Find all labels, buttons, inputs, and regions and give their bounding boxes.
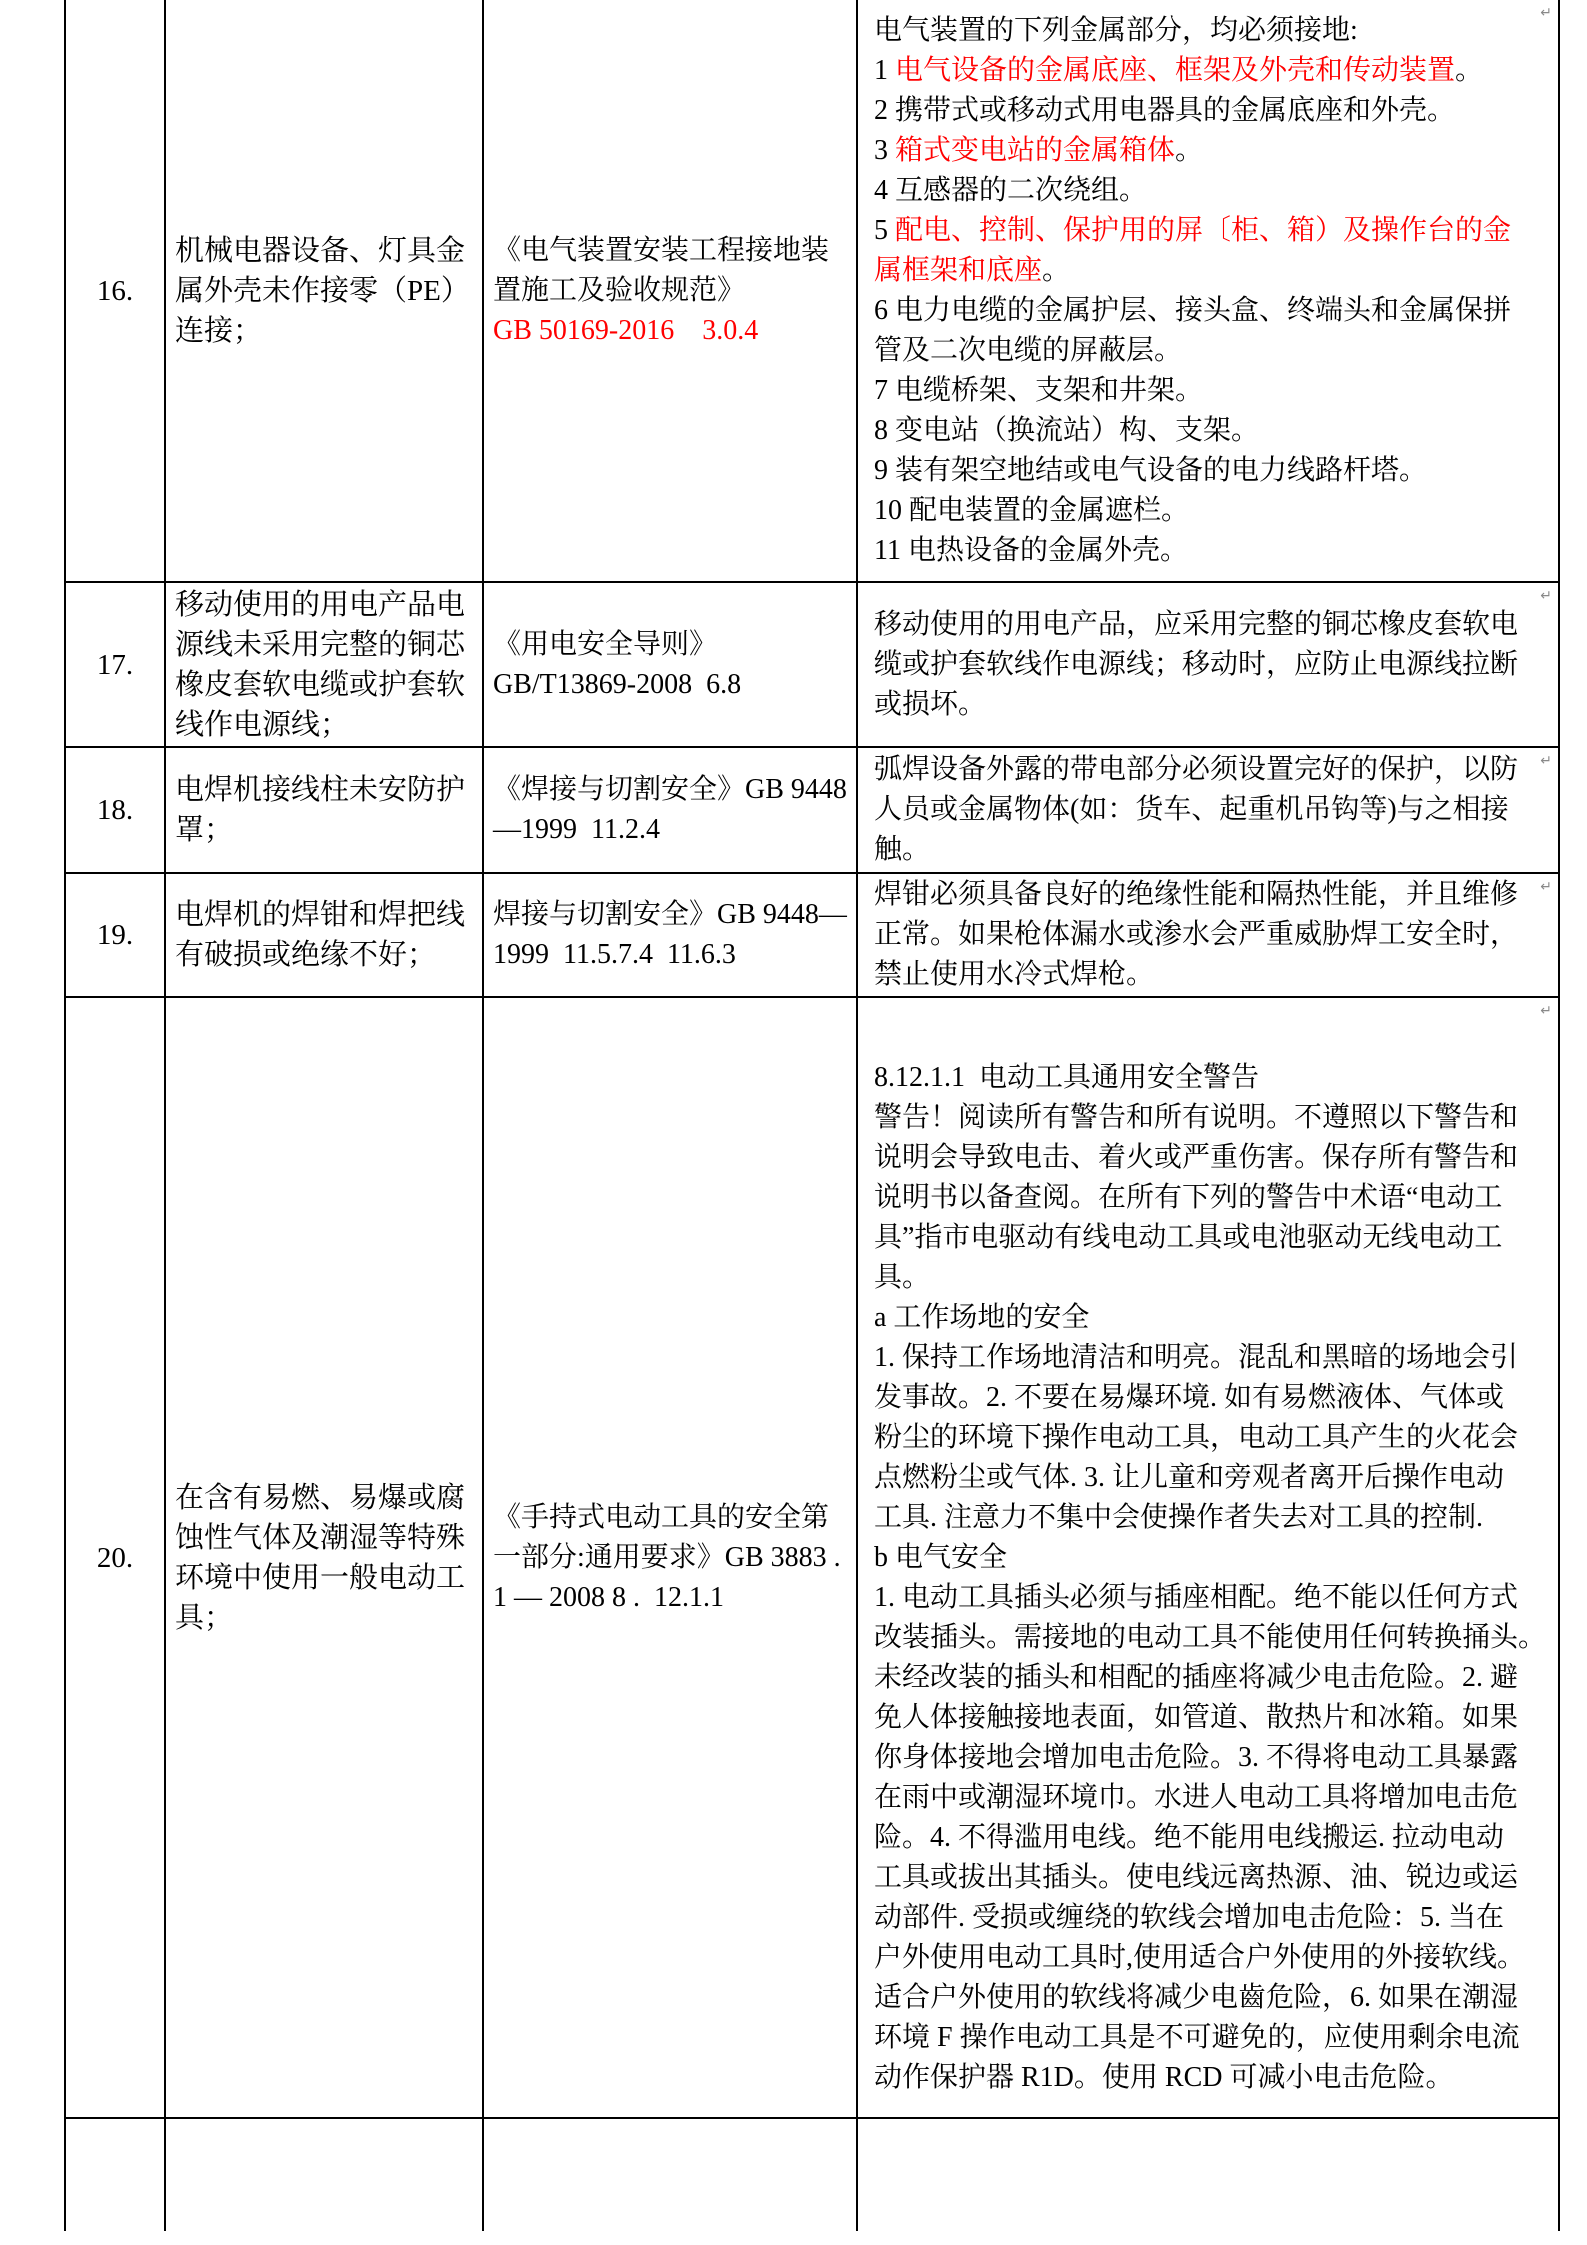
paragraph-mark-icon: ↵ [1540, 1003, 1552, 1019]
text-line: 机械电器设备、灯具金 [175, 234, 466, 267]
text-line: 弧焊设备外露的带电部分必须设置完好的保护，以防 [874, 754, 1519, 785]
paragraph-mark-icon: ↵ [1540, 5, 1552, 21]
text-line: 未经改装的插头和相配的插座将减少电击危险。2. 避 [874, 1661, 1519, 1693]
text-line: 5 配电、控制、保护用的屏〔柜、箱）及操作台的金 [874, 214, 1512, 246]
text-line: 罩； [175, 814, 234, 846]
text-line: 移动使用的用电产品，应采用完整的铜芯橡皮套软电 [874, 608, 1519, 640]
table-row [65, 997, 1559, 2118]
text-line: 说明会导致电击、着火或严重伤害。保存所有警告和 [874, 1141, 1519, 1173]
text-line: 适合户外使用的软线将减少电齒危险，6. 如果在潮湿 [874, 1981, 1519, 2013]
text-line: 发事故。2. 不要在易爆环境. 如有易燃液体、气体或 [874, 1381, 1505, 1413]
text-line: 或损坏。 [874, 688, 987, 720]
standard-reference-cell [483, 0, 857, 582]
problem-description-cell [165, 747, 483, 873]
text-line: 环境 F 操作电动工具是不可避免的，应使用剩余电流 [874, 2021, 1520, 2053]
text-line: 1 — 2008 8 . 12.1.1 [493, 1581, 724, 1613]
text-line [874, 1018, 1554, 1058]
text-line: GB 50169-2016 3.0.4 [493, 314, 759, 346]
item-number-cell [65, 582, 165, 747]
standard-reference-cell [483, 873, 857, 997]
problem-description-cell [165, 0, 483, 582]
text-line: 7 电缆桥架、支架和井架。 [874, 374, 1204, 406]
problem-description-cell [165, 2118, 483, 2231]
item-number-cell [65, 997, 165, 2118]
text-line: 动部件. 受损或缠绕的软线会增加电击危险：5. 当在 [874, 1901, 1505, 1933]
text-line: 4 互感器的二次绕组。 [874, 174, 1148, 206]
requirement-detail-cell [857, 0, 1559, 582]
table-row [65, 747, 1559, 873]
text-line: 缆或护套软线作电源线；移动时，应防止电源线拉断 [874, 648, 1519, 680]
text-line: 免人体接触接地表面，如管道、散热片和冰箱。如果 [874, 1701, 1519, 1733]
standard-reference-cell [483, 747, 857, 873]
text-line: 工具. 注意力不集中会使操作者失去对工具的控制. [874, 1501, 1484, 1533]
table-row [65, 0, 1559, 582]
text-line: 有破损或绝缘不好； [175, 939, 437, 971]
text-line: 10 配电装置的金属遮栏。 [874, 494, 1190, 526]
text-line: 点燃粉尘或气体. 3. 让儿童和旁观者离开后操作电动 [874, 1461, 1505, 1493]
item-number-cell [65, 2118, 165, 2231]
text-line: 警告！阅读所有警告和所有说明。不遵照以下警告和 [874, 1101, 1519, 1133]
item-number: 16. [96, 274, 134, 307]
text-line: 环境中使用一般电动工 [175, 1561, 466, 1594]
text-line: 在含有易燃、易爆或腐 [175, 1481, 466, 1514]
requirement-detail-cell [857, 873, 1559, 997]
requirement-detail-cell [857, 2118, 1559, 2231]
text-line: 橡皮套软电缆或护套软 [175, 668, 466, 701]
standard-reference-cell [483, 997, 857, 2118]
text-line: 3 箱式变电站的金属箱体。 [874, 134, 1204, 166]
item-number: 18. [96, 794, 134, 826]
text-line: 粉尘的环境下操作电动工具，电动工具产生的火花会 [874, 1421, 1519, 1453]
text-line: 禁止使用水冷式焊枪。 [874, 959, 1155, 990]
compliance-table [64, 0, 1560, 2231]
standard-reference-cell [483, 582, 857, 747]
text-line: 1. 保持工作场地清洁和明亮。混乱和黑暗的场地会引 [874, 1341, 1519, 1373]
table-row [65, 582, 1559, 747]
text-line: 电气装置的下列金属部分，均必须接地: [874, 14, 1358, 46]
paragraph-mark-icon: ↵ [1540, 588, 1552, 604]
item-number: 17. [96, 648, 134, 681]
text-line: 正常。如果枪体漏水或渗水会严重威胁焊工安全时， [874, 919, 1519, 950]
requirement-detail-cell [857, 582, 1559, 747]
text-line: 管及二次电缆的屏蔽层。 [874, 334, 1183, 366]
text-line: —1999 11.2.4 [493, 814, 660, 845]
text-line: 在雨中或潮湿环境巾。水进人电动工具将增加电击危 [874, 1781, 1519, 1813]
text-line: 电焊机的焊钳和焊把线 [175, 899, 466, 931]
text-line: 具； [175, 1601, 234, 1634]
text-line: b 电气安全 [874, 1541, 1008, 1573]
text-line: 焊钳必须具备良好的绝缘性能和隔热性能，并且维修 [874, 879, 1519, 910]
problem-description-cell [165, 582, 483, 747]
text-line: 改装插头。需接地的电动工具不能使用任何转换捅头。 [874, 1621, 1547, 1653]
text-line: a 工作场地的安全 [874, 1301, 1090, 1333]
standard-reference-cell [483, 2118, 857, 2231]
text-line: 动作保护器 R1D。使用 RCD 可减小电击危险。 [874, 2061, 1454, 2093]
text-line: 具。 [874, 1261, 931, 1293]
text-line: 具”指市电驱动有线电动工具或电池驱动无线电动工 [874, 1221, 1503, 1253]
text-line: 2 携带式或移动式用电器具的金属底座和外壳。 [874, 94, 1456, 126]
text-line: 6 电力电缆的金属护层、接头盒、终端头和金属保拼 [874, 294, 1512, 326]
text-line: 蚀性气体及潮湿等特殊 [175, 1521, 466, 1554]
text-line: 1 电气设备的金属底座、框架及外壳和传动装置。 [874, 54, 1484, 86]
text-line: 说明书以备查阅。在所有下列的警告中术语“电动工 [874, 1181, 1503, 1213]
text-line: 险。4. 不得滥用电线。绝不能用电线搬运. 拉动电动 [874, 1821, 1505, 1853]
text-line: 《电气装置安装工程接地装 [493, 234, 830, 266]
text-line: 置施工及验收规范》 [493, 274, 746, 306]
text-line: 属框架和底座。 [874, 254, 1071, 286]
text-line: 11 电热设备的金属外壳。 [874, 534, 1188, 566]
text-line: GB/T13869-2008 6.8 [493, 668, 742, 700]
item-number-cell [65, 747, 165, 873]
text-line: 属外壳未作接零（PE） [175, 274, 470, 307]
text-line: 《焊接与切割安全》GB 9448 [493, 774, 847, 805]
text-line: 1. 电动工具插头必须与插座相配。绝不能以任何方式 [874, 1581, 1519, 1613]
text-line: 《手持式电动工具的安全第 [493, 1501, 830, 1533]
requirement-detail-cell [857, 747, 1559, 873]
paragraph-mark-icon: ↵ [1540, 879, 1552, 895]
text-line: 移动使用的用电产品电 [175, 588, 466, 621]
item-number: 19. [96, 919, 134, 951]
text-line: 电焊机接线柱未安防护 [175, 774, 466, 806]
table-row-partial [65, 2118, 1559, 2231]
text-line: 1999 11.5.7.4 11.6.3 [493, 939, 736, 970]
text-line: 户外使用电动工具时,使用适合户外使用的外接软线。 [874, 1941, 1526, 1973]
text-line: 8 变电站（换流站）构、支架。 [874, 414, 1260, 446]
text-line: 《用电安全导则》 [493, 628, 718, 660]
text-line: 8.12.1.1 电动工具通用安全警告 [874, 1061, 1260, 1093]
text-line: 工具或拔出其插头。使电线远离热源、油、锐边或运 [874, 1861, 1519, 1893]
text-line: 焊接与切割安全》GB 9448— [493, 899, 847, 930]
problem-description-cell [165, 997, 483, 2118]
table-row [65, 873, 1559, 997]
text-line: 人员或金属物体(如：货车、起重机吊钩等)与之相接 [874, 794, 1509, 825]
item-number-cell [65, 873, 165, 997]
text-line: 线作电源线； [175, 708, 350, 741]
compliance-table-body [65, 0, 1559, 2231]
problem-description-cell [165, 873, 483, 997]
item-number: 20. [96, 1541, 134, 1574]
text-line: 9 装有架空地结或电气设备的电力线路杆塔。 [874, 454, 1428, 486]
text-line: 触。 [874, 834, 931, 865]
item-number-cell [65, 0, 165, 582]
paragraph-mark-icon: ↵ [1540, 753, 1552, 769]
text-line: 一部分:通用要求》GB 3883 . [493, 1541, 841, 1573]
text-line: 源线未采用完整的铜芯 [175, 628, 466, 661]
text-line: 你身体接地会增加电击危险。3. 不得将电动工具暴露 [874, 1741, 1519, 1773]
text-line: 连接； [175, 314, 263, 347]
requirement-detail-cell [857, 997, 1559, 2118]
